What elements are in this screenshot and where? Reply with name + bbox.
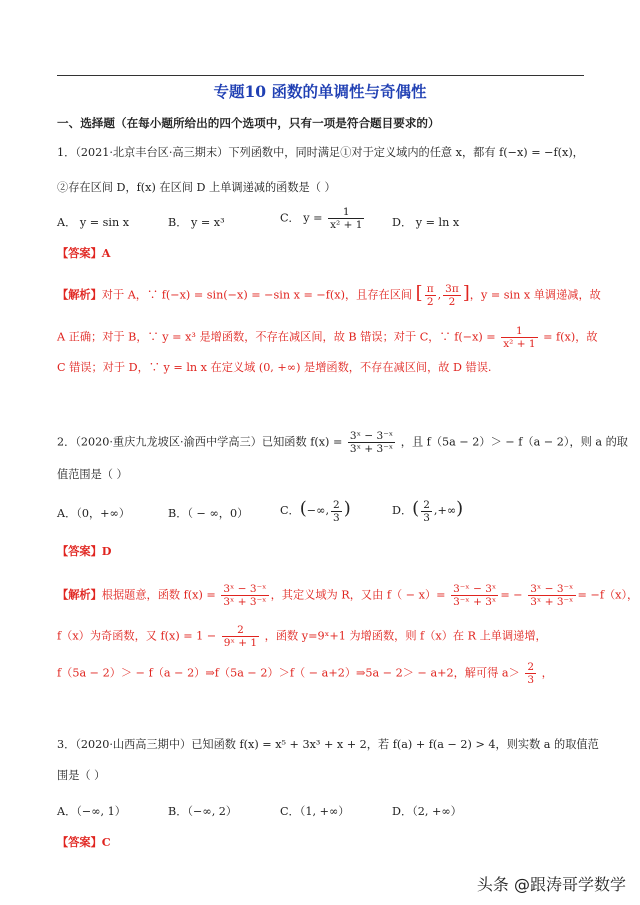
q2-line1: 2．（2020·重庆九龙坡区·渝西中学高三）已知函数 f(x) = $\frac{\text{3ˣ − 3⁻ˣ}}{\text{3ˣ + 3⁻ˣ}}$ ，且 f（5a − 2）＞ − f（a − 2），则 a 的取 — [57, 430, 628, 455]
section-heading: 一、选择题（在每小题所给出的四个选项中，只有一项是符合题目要求的） — [57, 116, 440, 130]
q1-option-d: D． y = ln x — [392, 216, 460, 229]
q1-option-b: B． y = x³ — [168, 216, 225, 229]
q1-answer: 【答案】A — [57, 246, 111, 260]
q2-explanation-line1: 【解析】根据题意，函数 f(x) = $\frac{\text{3ˣ − 3⁻ˣ}}{\text{3ˣ + 3⁻ˣ}}$ ，其定义域为 R，又由 f（ − x）= $\frac{\text{3⁻ˣ − 3ˣ}}{\text{3⁻ˣ + 3ˣ}}$ = − $\frac{\text{3ˣ − 3⁻ˣ}}{\text{3ˣ + 3⁻ˣ}}$ = −f（x）， — [57, 583, 639, 608]
q1-option-c: C． y = $\frac{1}{\text{x² + 1}}$ — [280, 206, 363, 231]
q3-option-a: A．（−∞, 1） — [57, 805, 126, 818]
q2-line2: 值范围是（ ） — [57, 468, 128, 481]
q3-option-d: D．（2, +∞） — [392, 805, 462, 818]
q2-option-c: C．(−∞, $\frac{2}{3}$ ) — [280, 498, 351, 524]
q3-answer: 【答案】C — [57, 835, 111, 849]
q3-option-c: C．（1, +∞） — [280, 805, 350, 818]
q3-option-b: B．（−∞, 2） — [168, 805, 238, 818]
page-title: 专题10 函数的单调性与奇偶性 — [213, 82, 427, 101]
q3-line1: 3．（2020·山西高三期中）已知函数 f(x) = x⁵ + 3x³ + x + 2，若 f(a) + f(a − 2) > 4，则实数 a 的取值范 — [57, 738, 599, 751]
q1-explanation-line3: C 错误；对于 D，∵ y = ln x 在定义域 (0, +∞) 是增函数，不存在减区间，故 D 错误. — [57, 361, 492, 374]
q1-option-c-fraction: $\frac{1}{\text{x² + 1}}$ — [330, 206, 363, 231]
q2-option-d: D．( $\frac{2}{3}$ ,+∞) — [392, 498, 464, 524]
q1-explanation-line2: A 正确；对于 B，∵ y = x³ 是增函数，不存在减区间，故 B 错误；对于 C，∵ f(−x) = $\frac{1}{\text{x² + 1}}$ = f(x)，故 — [57, 325, 598, 350]
watermark: 头条 @跟涛哥学数学 — [476, 875, 626, 894]
q1-line2: ②存在区间 D，f(x) 在区间 D 上单调递减的函数是（ ） — [57, 181, 336, 194]
q1-line1: 1．（2021·北京丰台区·高三期末）下列函数中，同时满足①对于定义域内的任意 x，都有 f(−x) = −f(x)， — [57, 146, 584, 159]
q2-option-b: B．（ − ∞，0） — [168, 507, 249, 520]
top-rule — [57, 75, 584, 76]
q3-line2: 围是（ ） — [57, 769, 106, 782]
q2-explanation-line3: f（5a − 2）＞ − f（a − 2）⇒f（5a − 2）＞f（ − a+2）⇒5a − 2＞ − a+2，解可得 a＞ $\frac{2}{3}$ ， — [57, 661, 553, 686]
q2-explanation-line2: f（x）为奇函数，又 f(x) = 1 − $\frac{2}{\text{9ˣ + 1}}$ ，函数 y=9ˣ+1 为增函数，则 f（x）在 R 上单调递增， — [57, 624, 547, 649]
q1-explanation-line1: 【解析】对于 A，∵ f(−x) = sin(−x) = −sin x = −f(x)，且存在区间 [ $\frac{\pi}{2}$ , $\frac{3\pi}{2}$ ]，y = sin x 单调递减，故 — [57, 282, 601, 308]
q2-option-a: A．（0，+∞） — [57, 507, 131, 520]
q1-option-a: A． y = sin x — [57, 216, 130, 229]
q2-answer: 【答案】D — [57, 544, 112, 558]
